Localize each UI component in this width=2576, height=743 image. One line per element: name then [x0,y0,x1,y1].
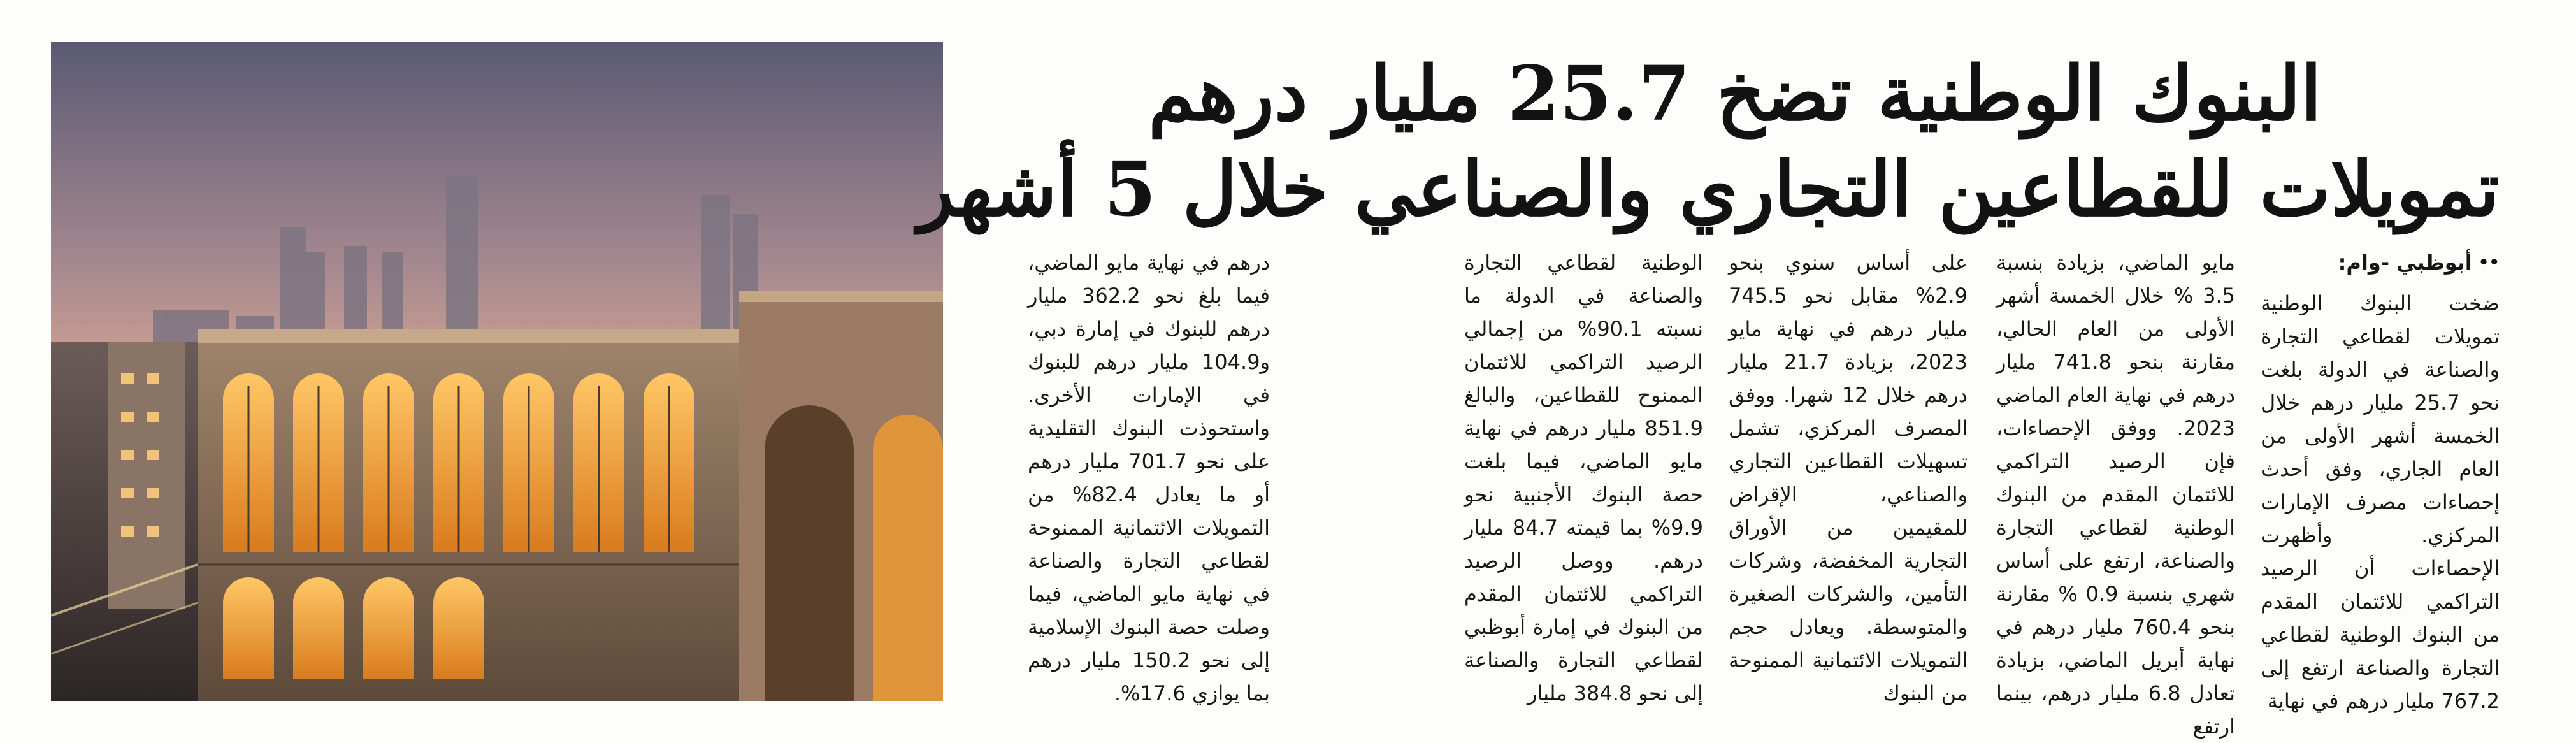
article-column-2 [1996,246,2236,739]
article-text: الوطنية لقطاعي التجارة والصناعة في الدولة ما نسبته 90.1% من إجمالي الرصيد التراكمي للائتمان الممنوح للقطاعين، والبالغ 851.9 مليار درهم في نهاية مايو الماضي، فيما بلغت حصة البنوك الأجنبية نحو 9.9% بما قيمته 84.7 مليار درهم. ووصل الرصيد التراكمي للائتمان المقدم من البنوك في إمارة أبوظبي لقطاعي التجارة والصناعة إلى نحو 384.8 مليار [1464,250,1704,705]
article-photo [51,42,943,701]
bullet-dots-icon: •• [2478,253,2500,272]
dateline-text: أبوظبي -وام: [2338,250,2472,275]
dateline [2261,246,2500,279]
article-text: على أساس سنوي بنحو 2.9% مقابل نحو 745.5 مليار درهم في نهاية مايو 2023، بزيادة 21.7 مليار درهم خلال 12 شهرا. ووفق المصرف المركزي، تشمل تسهيلات القطاعين التجاري والصناعي، الإقراض للمقيمين من الأوراق التجارية المخفضة، وشركات التأمين، والشركات الصغيرة والمتوسطة. ويعادل حجم التمويلات الائتمانية الممنوحة من البنوك [1729,250,1968,705]
article-column-4 [1464,246,1704,705]
article-column-1 [2261,246,2500,713]
article-text: درهم في نهاية مايو الماضي، فيما بلغ نحو 362.2 مليار درهم للبنوك في إمارة دبي، و104.9 مليار درهم للبنوك في الإمارات الأخرى. واستحوذت البنوك التقليدية على نحو 701.7 مليار درهم أو ما يعادل 82.4% من التمويلات الائتمانية الممنوحة لقطاعي التجارة والصناعة في نهاية مايو الماضي، فيما وصلت حصة البنوك الإسلامية إلى نحو 150.2 مليار درهم بما يوازي 17.6%. [1028,250,1270,705]
article-column-5 [1028,246,1270,705]
article-text: ضخت البنوك الوطنية تمويلات لقطاعي التجارة والصناعة في الدولة بلغت نحو 25.7 مليار درهم خلال الخمسة أشهر الأولى من العام الجاري، وفق أحدث إحصاءات مصرف الإمارات المركزي. وأظهرت الإحصاءات أن الرصيد التراكمي للائتمان المقدم من البنوك الوطنية لقطاعي التجارة والصناعة ارتفع إلى 767.2 مليار درهم في نهاية [2261,291,2500,713]
headline-line-1: البنوك الوطنية تضخ 25.7 مليار درهم [1148,49,2322,138]
headline-line-2: تمويلات للقطاعين التجاري والصناعي خلال 5 أشهر [917,145,2500,233]
article-text: مايو الماضي، بزيادة بنسبة 3.5 % خلال الخمسة أشهر الأولى من العام الحالي، مقارنة بنحو 741.8 مليار درهم في نهاية العام الماضي 2023. ووفق الإحصاءات، فإن الرصيد التراكمي للائتمان المقدم من البنوك الوطنية لقطاعي التجارة والصناعة، ارتفع على أساس شهري بنسبة 0.9 % مقارنة بنحو 760.4 مليار درهم في نهاية أبريل الماضي، بزيادة تعادل 6.8 مليار درهم، بينما ارتفع [1996,250,2236,739]
article-column-3 [1729,246,1968,705]
